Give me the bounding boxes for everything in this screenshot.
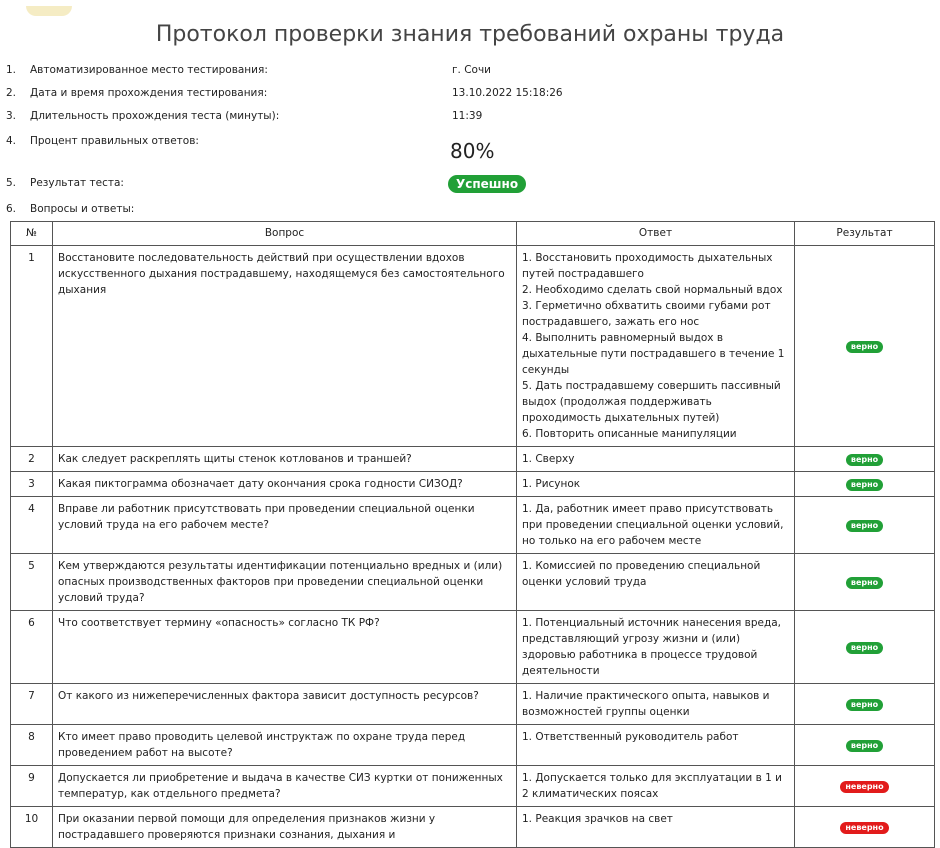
result-correct-badge: верно <box>846 454 883 466</box>
row-question: Кем утверждаются результаты идентификации потенциально вредных и (или) опасных производственных факторов при проведении специальной оценки условий труда? <box>53 554 517 611</box>
questions-table <box>10 221 935 848</box>
info-number: 5. <box>6 177 17 189</box>
result-correct-badge: верно <box>846 341 883 353</box>
result-correct-badge: верно <box>846 699 883 711</box>
result-correct-badge: верно <box>846 740 883 752</box>
row-answer <box>517 766 795 807</box>
row-answer <box>517 447 795 472</box>
table-row <box>11 472 935 497</box>
info-location-value: г. Сочи <box>452 64 491 76</box>
row-answer <box>517 472 795 497</box>
table-row <box>11 807 935 848</box>
answer-line: 1. Да, работник имеет право присутствовать при проведении специальной оценки условий, но только на его рабочем месте <box>522 503 784 547</box>
table-row <box>11 684 935 725</box>
table-row <box>11 611 935 684</box>
table-row <box>11 766 935 807</box>
percent-value: 80% <box>450 139 495 163</box>
row-result <box>795 725 935 766</box>
table-row <box>11 554 935 611</box>
row-result <box>795 246 935 447</box>
table-row <box>11 246 935 447</box>
row-question: Что соответствует термину «опасность» согласно ТК РФ? <box>53 611 517 684</box>
table-row <box>11 497 935 554</box>
info-label: Дата и время прохождения тестирования: <box>30 87 268 99</box>
row-number: 6 <box>11 611 53 684</box>
info-label: Длительность прохождения теста (минуты): <box>30 110 280 122</box>
info-number: 4. <box>6 135 17 147</box>
row-question: Допускается ли приобретение и выдача в качестве СИЗ куртки от пониженных температур, как отдельного предмета? <box>53 766 517 807</box>
info-datetime-value: 13.10.2022 15:18:26 <box>452 87 563 99</box>
row-number: 3 <box>11 472 53 497</box>
answer-line: 5. Дать пострадавшему совершить пассивный выдох (продолжая поддерживать проходимость дыхательных путей) <box>522 380 781 424</box>
row-answer <box>517 684 795 725</box>
row-number: 9 <box>11 766 53 807</box>
row-result <box>795 472 935 497</box>
header-result: Результат <box>795 222 935 246</box>
row-number: 2 <box>11 447 53 472</box>
row-result <box>795 611 935 684</box>
row-answer <box>517 554 795 611</box>
row-question: От какого из нижеперечисленных фактора зависит доступность ресурсов? <box>53 684 517 725</box>
result-correct-badge: верно <box>846 479 883 491</box>
info-number: 1. <box>6 64 17 76</box>
answer-line: 1. Восстановить проходимость дыхательных путей пострадавшего <box>522 252 773 280</box>
answer-line: 1. Сверху <box>522 453 575 465</box>
row-answer <box>517 725 795 766</box>
row-question: Восстановите последовательность действий при осуществлении вдохов искусственного дыхания пострадавшему, находящемуся без самостоятельного дыхания <box>53 246 517 447</box>
header-answer: Ответ <box>517 222 795 246</box>
result-correct-badge: верно <box>846 577 883 589</box>
result-incorrect-badge: неверно <box>840 822 888 834</box>
answer-line: 2. Необходимо сделать свой нормальный вдох <box>522 284 783 296</box>
row-answer <box>517 807 795 848</box>
info-label: Результат теста: <box>30 177 124 189</box>
row-question: Как следует раскреплять щиты стенок котлованов и траншей? <box>53 447 517 472</box>
row-result <box>795 684 935 725</box>
result-incorrect-badge: неверно <box>840 781 888 793</box>
row-number: 4 <box>11 497 53 554</box>
answer-line: 3. Герметично обхватить своими губами рот пострадавшего, зажать его нос <box>522 300 771 328</box>
info-label: Автоматизированное место тестирования: <box>30 64 268 76</box>
row-result <box>795 554 935 611</box>
row-answer <box>517 497 795 554</box>
page-title: Протокол проверки знания требований охраны труда <box>155 22 785 47</box>
table-row <box>11 725 935 766</box>
answer-line: 6. Повторить описанные манипуляции <box>522 428 737 440</box>
answer-line: 1. Допускается только для эксплуатации в 1 и 2 климатических поясах <box>522 772 782 800</box>
row-answer <box>517 611 795 684</box>
answer-line: 1. Наличие практического опыта, навыков и возможностей группы оценки <box>522 690 770 718</box>
header-question: Вопрос <box>53 222 517 246</box>
row-question: Вправе ли работник присутствовать при проведении специальной оценки условий труда на его рабочем месте? <box>53 497 517 554</box>
result-correct-badge: верно <box>846 520 883 532</box>
status-badge: Успешно <box>448 175 526 193</box>
info-number: 6. <box>6 203 17 215</box>
answer-line: 1. Реакция зрачков на свет <box>522 813 673 825</box>
info-label: Вопросы и ответы: <box>30 203 135 215</box>
row-number: 8 <box>11 725 53 766</box>
answer-line: 1. Ответственный руководитель работ <box>522 731 739 743</box>
header-number: № <box>11 222 53 246</box>
row-answer <box>517 246 795 447</box>
row-number: 7 <box>11 684 53 725</box>
row-question: Какая пиктограмма обозначает дату окончания срока годности СИЗОД? <box>53 472 517 497</box>
info-number: 2. <box>6 87 17 99</box>
row-result <box>795 807 935 848</box>
logo-icon <box>26 6 72 16</box>
row-number: 5 <box>11 554 53 611</box>
row-result <box>795 766 935 807</box>
row-result <box>795 447 935 472</box>
answer-line: 1. Рисунок <box>522 478 581 490</box>
row-question: Кто имеет право проводить целевой инструктаж по охране труда перед проведением работ на высоте? <box>53 725 517 766</box>
info-number: 3. <box>6 110 17 122</box>
row-question: При оказании первой помощи для определения признаков жизни у пострадавшего проверяются признаки сознания, дыхания и <box>53 807 517 848</box>
info-duration-value: 11:39 <box>452 110 483 122</box>
table-row <box>11 447 935 472</box>
answer-line: 4. Выполнить равномерный выдох в дыхательные пути пострадавшего в течение 1 секунды <box>522 332 785 376</box>
result-correct-badge: верно <box>846 642 883 654</box>
info-label: Процент правильных ответов: <box>30 135 199 147</box>
row-result <box>795 497 935 554</box>
row-number: 1 <box>11 246 53 447</box>
answer-line: 1. Потенциальный источник нанесения вреда, представляющий угрозу жизни и (или) здоровью работника в процессе трудовой деятельности <box>522 617 781 677</box>
row-number: 10 <box>11 807 53 848</box>
answer-line: 1. Комиссией по проведению специальной оценки условий труда <box>522 560 761 588</box>
table-header-row <box>11 222 935 246</box>
